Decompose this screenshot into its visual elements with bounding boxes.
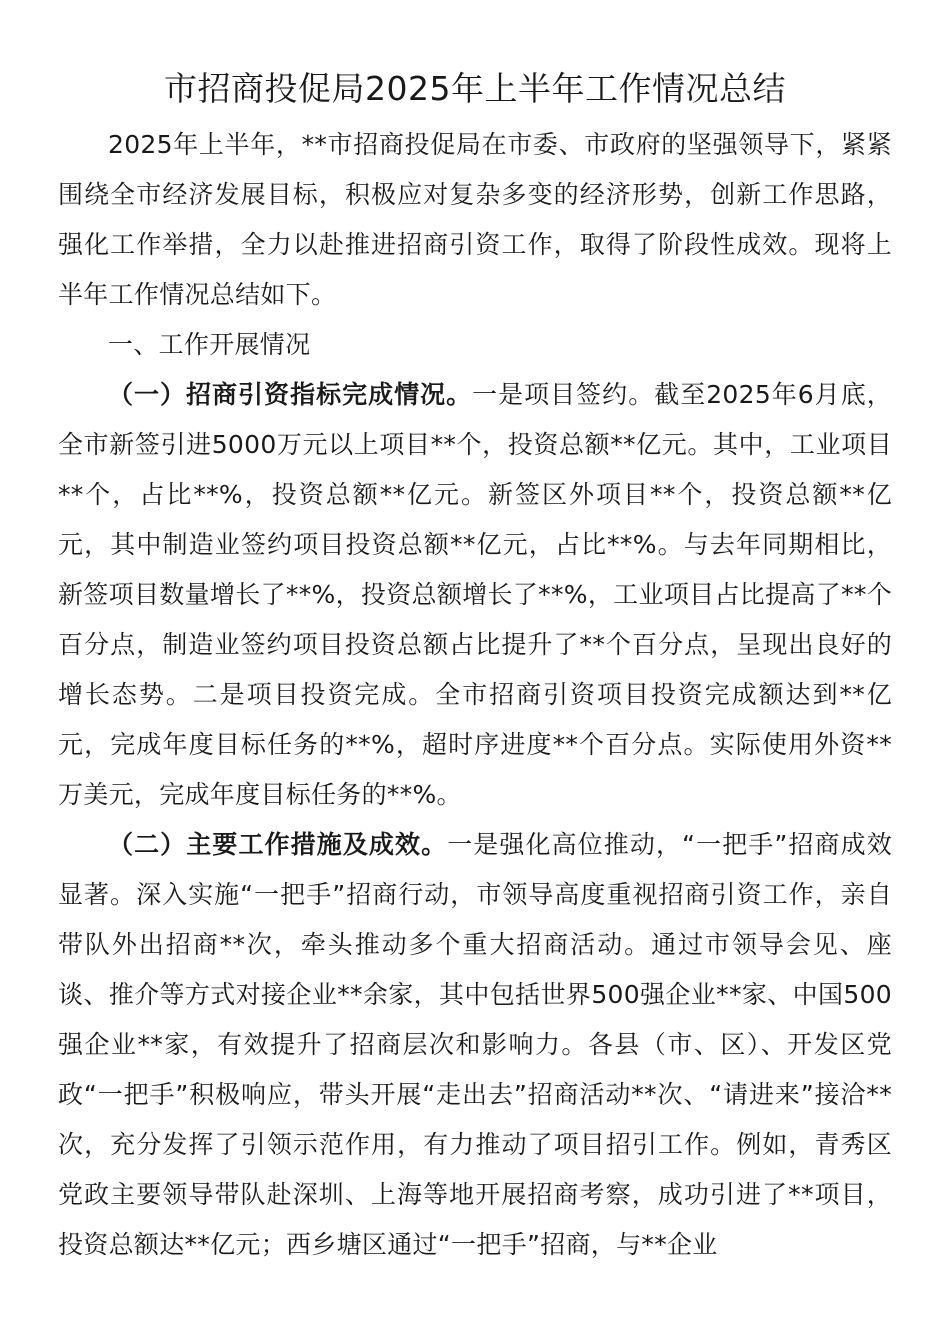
subsection-2-paragraph (58, 820, 892, 1270)
subsection-2-body: 一是强化高位推动，“一把手”招商成效显著。深入实施“一把手”招商行动，市领导高度重视招商引资工作，亲自带队外出招商**次，牵头推动多个重大招商活动。通过市领导会见、座谈、推介等方式对接企业**余家，其中包括世界500强企业**家、中国500强企业**家，有效提升了招商层次和影响力。各县（市、区）、开发区党政“一把手”积极响应，带头开展“走出去”招商活动**次、“请进来”接洽**次，充分发挥了引领示范作用，有力推动了项目招引工作。例如，青秀区党政主要领导带队赴深圳、上海等地开展招商考察，成功引进了**项目，投资总额达**亿元；西乡塘区通过“一把手”招商，与**企业 (58, 830, 892, 1259)
document-title: 市招商投促局2025年上半年工作情况总结 (164, 69, 786, 108)
subsection-1-paragraph (58, 370, 892, 820)
subsection-1-body: 一是项目签约。截至2025年6月底，全市新签引进5000万元以上项目**个，投资总额**亿元。其中，工业项目**个，占比**%，投资总额**亿元。新签区外项目**个，投资总额**亿元，其中制造业签约项目投资总额**亿元，占比**%。与去年同期相比，新签项目数量增长了**%，投资总额增长了**%，工业项目占比提高了**个百分点，制造业签约项目投资总额占比提升了**个百分点，呈现出良好的增长态势。二是项目投资完成。全市招商引资项目投资完成额达到**亿元，完成年度目标任务的**%，超时序进度**个百分点。实际使用外资**万美元，完成年度目标任务的**%。 (58, 380, 893, 809)
document-page (58, 58, 892, 1270)
section-heading: 一、工作开展情况 (108, 330, 311, 359)
intro-paragraph: 2025年上半年，**市招商投促局在市委、市政府的坚强领导下，紧紧围绕全市经济发展目标，积极应对复杂多变的经济形势，创新工作思路，强化工作举措，全力以赴推进招商引资工作，取得了阶段性成效。现将上半年工作情况总结如下。 (58, 130, 892, 309)
subsection-2-heading: （二）主要工作措施及成效。 (108, 830, 448, 859)
subsection-1-heading: （一）招商引资指标完成情况。 (108, 380, 473, 409)
